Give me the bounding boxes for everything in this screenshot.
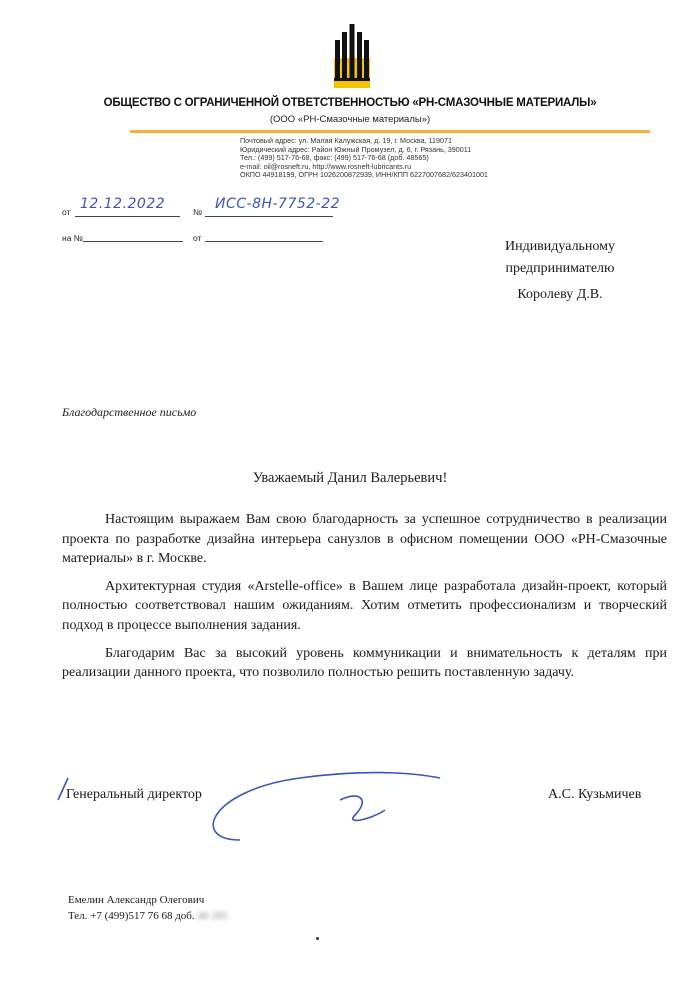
in-reply-label: на № xyxy=(62,233,83,243)
executor-phone: Тел. +7 (499)517 76 68 доб. xyxy=(68,910,195,922)
addressee-line-3: Королеву Д.В. xyxy=(517,287,603,302)
signatory-name: А.С. Кузьмичев xyxy=(548,787,642,802)
executor-name: Емелин Александр Олегович xyxy=(68,894,205,906)
date-value: 12.12.2022 xyxy=(80,196,166,212)
postal-address: Почтовый адрес: ул. Малая Калужская, д. 19, г. Москва, 119071 xyxy=(240,136,453,145)
letter-body xyxy=(62,510,667,691)
date-label: от xyxy=(62,207,71,217)
handwritten-signature xyxy=(40,760,460,850)
executor-extension-redacted: 48 285 xyxy=(197,910,228,922)
addressee-block xyxy=(460,236,660,306)
number-value: ИСС-8Н-7752-22 xyxy=(215,196,341,212)
company-short-name: (ООО «РН-Смазочные материалы») xyxy=(269,114,431,125)
in-reply-from-underline xyxy=(205,241,323,242)
in-reply-underline xyxy=(83,241,183,242)
greeting: Уважаемый Данил Валерьевич! xyxy=(252,470,448,486)
company-full-name: ОБЩЕСТВО С ОГРАНИЧЕННОЙ ОТВЕТСТВЕННОСТЬЮ «РН-СМАЗОЧНЫЕ МАТЕРИАЛЫ» xyxy=(103,97,597,109)
signatory-position: Генеральный директор xyxy=(66,787,202,802)
in-reply-from-label: от xyxy=(193,233,202,243)
company-logo-icon xyxy=(330,22,374,88)
stray-mark xyxy=(316,937,319,940)
addressee-line-2: предпринимателю xyxy=(505,261,615,276)
email-website: e-mail: oil@rosneft.ru, http://www.rosneft-lubricants.ru xyxy=(240,161,412,171)
executor-phone-line xyxy=(68,908,228,924)
executor-block xyxy=(68,892,228,924)
header-divider xyxy=(130,130,650,133)
paragraph-3: Благодарим Вас за высокий уровень коммуникации и внимательность к деталям при реализации данного проекта, что позволило полностью решить поставленную задачу. xyxy=(62,645,667,681)
phone-fax: Тел.: (499) 517-76-68, факс: (499) 517-76-68 (доб. 48565) xyxy=(240,153,429,163)
paragraph-1: Настоящим выражаем Вам свою благодарность за успешное сотрудничество в реализации проекта по разработке дизайна интерьера санузлов в офисном помещении ООО «РН-Смазочные материалы» в г. Москве. xyxy=(62,512,667,567)
company-address-block xyxy=(240,137,540,180)
number-label: № xyxy=(193,207,203,217)
document-type: Благодарственное письмо xyxy=(62,405,197,419)
addressee-line-1: Индивидуальному xyxy=(504,239,616,254)
paragraph-2: Архитектурная студия «Arstelle-office» в Вашем лице разработала дизайн-проект, который полностью соответствовал нашим ожиданиям. Хотим отметить профессионализм и творческий подход в процессе выполнения задания. xyxy=(62,578,667,633)
registration-codes: ОКПО 44918199, ОГРН 1026200872939, ИНН/КПП 6227007682/623401001 xyxy=(240,170,488,180)
number-underline xyxy=(205,216,333,217)
legal-address: Юридический адрес: Район Южный Промузел, д. 6, г. Рязань, 390011 xyxy=(240,144,472,154)
date-underline xyxy=(75,216,180,217)
